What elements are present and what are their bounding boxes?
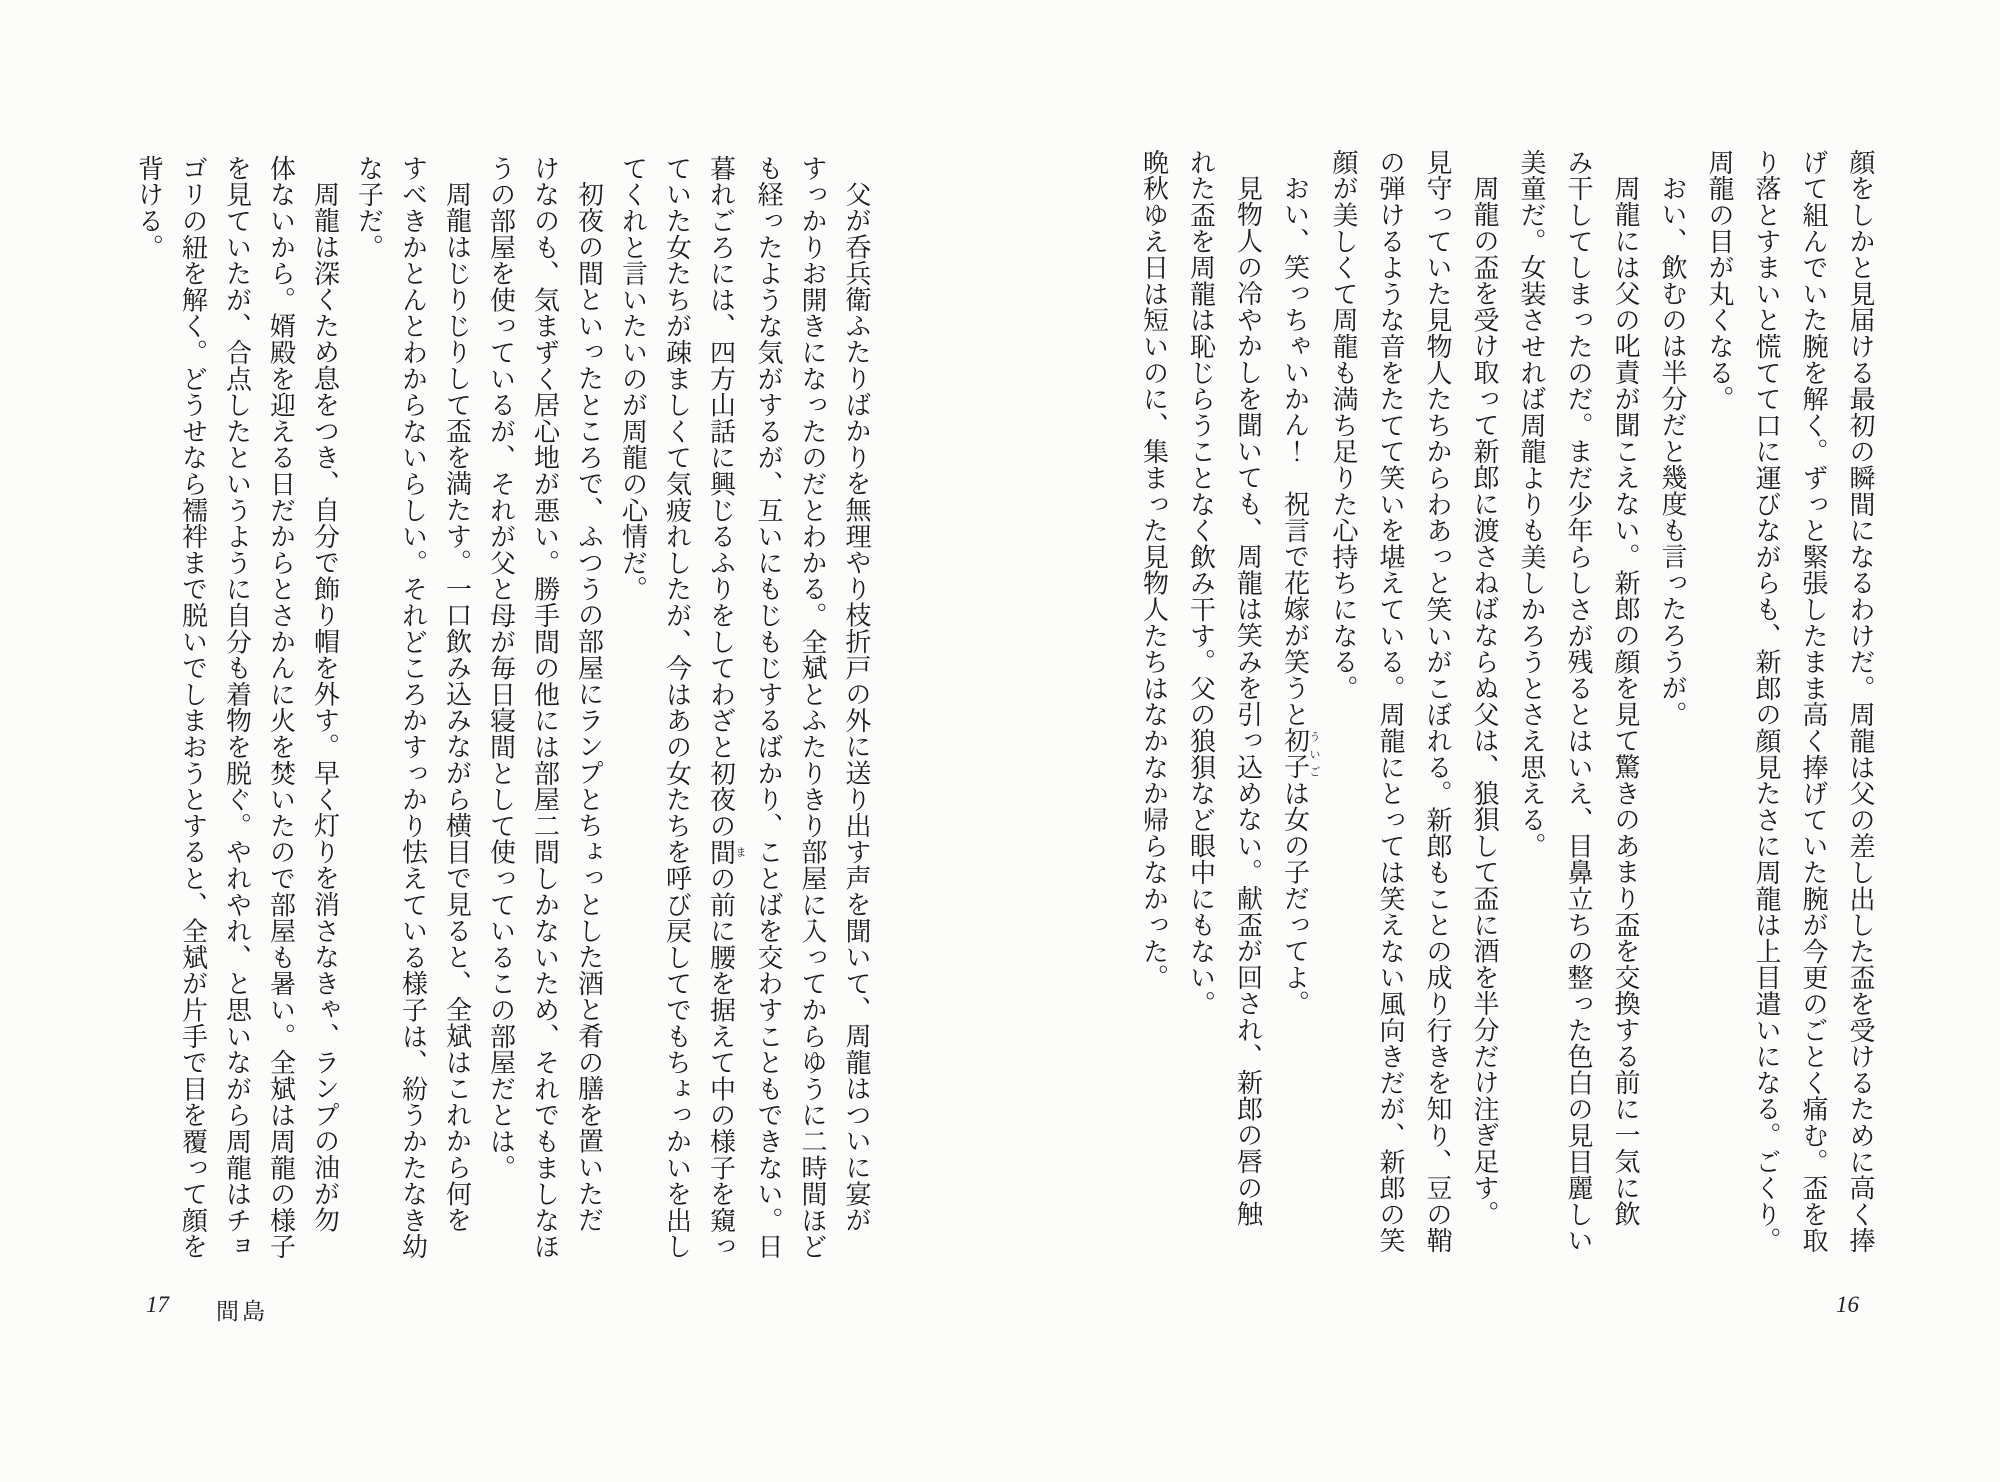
text-line: すっかりお開きになったのだとわかる。全斌とふたりきり部屋に入ってからゆうに二時間ほど bbox=[798, 155, 827, 1260]
ruby-annotated-word: 間ま bbox=[706, 838, 746, 866]
page-right-text-block bbox=[1131, 149, 1885, 1254]
text-line: ゴリの紐を解く。どうせなら襦袢まで脱いでしまおうとすると、全斌が片手で目を覆って顔を bbox=[178, 155, 208, 1260]
page-number-right: 16 bbox=[1836, 1292, 1859, 1317]
text-line: み干してしまったのだ。まだ少年らしさが残るとはいえ、目鼻立ちの整った色白の見目麗しい bbox=[1564, 149, 1593, 1254]
text-line: 見守っていた見物人たちからわあっと笑いがこぼれる。新郎もことの成り行きを知り、豆の鞘 bbox=[1423, 149, 1452, 1254]
page-number-left: 17 bbox=[146, 1292, 169, 1317]
text-line: 見物人の冷やかしを聞いても、周龍は笑みを引っ込めない。献盃が回され、新郎の唇の触 bbox=[1233, 175, 1263, 1227]
text-line: 周龍はじりじりして盃を満たす。一口飲み込みながら横目で見ると、全斌はこれから何を bbox=[442, 181, 472, 1233]
text-line: ていた女たちが疎ましくて気疲れしたが、今はあの女たちを呼び戻してでもちょっかいを出し bbox=[662, 155, 692, 1260]
text-line: 周龍の盃を受け取って新郎に渡さねばならぬ父は、狼狽して盃に酒を半分だけ注ぎ足す。 bbox=[1470, 175, 1499, 1227]
text-line: げて組んでいた腕を解く。ずっと緊張したまま高く捧げていた腕が今更のごとく痛む。盃を取 bbox=[1799, 149, 1828, 1254]
text-line: り落とすまいと慌てて口に運びながらも、新郎の顔見たさに周龍は上目遣いになる。ごくり。 bbox=[1752, 149, 1781, 1254]
text-line: な子だ。 bbox=[354, 155, 384, 261]
text-line: うの部屋を使っているが、それが父と母が毎日寝間として使っているこの部屋だとは。 bbox=[486, 155, 516, 1181]
text-line: けなのも、気まずく居心地が悪い。勝手間の他には部屋二間しかないため、それでもましなほ bbox=[530, 155, 560, 1260]
text-line: 背ける。 bbox=[134, 155, 164, 261]
text-line: の弾けるような音をたてて笑いを堪えている。周龍にとっては笑えない風向きだが、新郎の笑 bbox=[1376, 149, 1405, 1254]
running-head: 間島 bbox=[216, 1299, 268, 1324]
text-line: おい、笑っちゃいかん！ 祝言で花嫁が笑うと初子ういごは女の子だってよ。 bbox=[1280, 175, 1320, 1017]
text-line: 周龍の目が丸くなる。 bbox=[1705, 149, 1734, 412]
page-left-text-block bbox=[127, 155, 879, 1260]
text-line: 晩秋ゆえ日は短いのに、集まった見物人たちはなかなか帰らなかった。 bbox=[1139, 149, 1169, 991]
text-line: 顔をしかと見届ける最初の瞬間になるわけだ。周龍は父の差し出した盃を受けるために高く捧 bbox=[1846, 149, 1875, 1254]
text-line: 体ないから。婿殿を迎える日だからとさかんに火を焚いたので部屋も暑い。全斌は周龍の様子 bbox=[266, 155, 296, 1260]
furigana: ういご bbox=[1308, 727, 1320, 780]
text-line: れた盃を周龍は恥じらうことなく飲み干す。父の狼狽など眼中にもない。 bbox=[1186, 149, 1216, 1017]
text-line: 周龍には父の叱責が聞こえない。新郎の顔を見て驚きのあまり盃を交換する前に一気に飲 bbox=[1611, 175, 1640, 1227]
text-line: も経ったような気がするが、互いにもじもじするばかり、ことばを交わすこともできない。日 bbox=[754, 155, 783, 1260]
text-line: 父が呑兵衛ふたりばかりを無理やり枝折戸の外に送り出す声を聞いて、周龍はついに宴が bbox=[842, 181, 871, 1233]
text-line: 初夜の間といったところで、ふつうの部屋にランプとちょっとした酒と肴の膳を置いただ bbox=[574, 181, 604, 1233]
text-line: 美童だ。女装させれば周龍よりも美しかろうとさえ思える。 bbox=[1517, 149, 1546, 860]
text-line: 暮れごろには、四方山話に興じるふりをしてわざと初夜の間まの前に腰を据えて中の様子を窺っ bbox=[706, 155, 746, 1260]
text-line: 顔が美しくて周龍も満ち足りた心持ちになる。 bbox=[1329, 149, 1358, 702]
text-line: すべきかとんとわからないらしい。それどころかすっかり怯えている様子は、紛うかたなき幼 bbox=[398, 155, 428, 1260]
ruby-annotated-word: 初子ういご bbox=[1280, 727, 1320, 780]
page-right bbox=[1000, 0, 2000, 1482]
text-line: てくれと言いたいのが周龍の心情だ。 bbox=[618, 155, 648, 603]
text-line: おい、飲むのは半分だと幾度も言ったろうが。 bbox=[1658, 175, 1687, 728]
text-line: を見ていたが、合点したというように自分も着物を脱ぐ。やれやれ、と思いながら周龍はチョ bbox=[222, 155, 252, 1260]
furigana: ま bbox=[734, 838, 746, 866]
text-line: 周龍は深くため息をつき、自分で飾り帽を外す。早く灯りを消さなきゃ、ランプの油が勿 bbox=[310, 181, 340, 1233]
